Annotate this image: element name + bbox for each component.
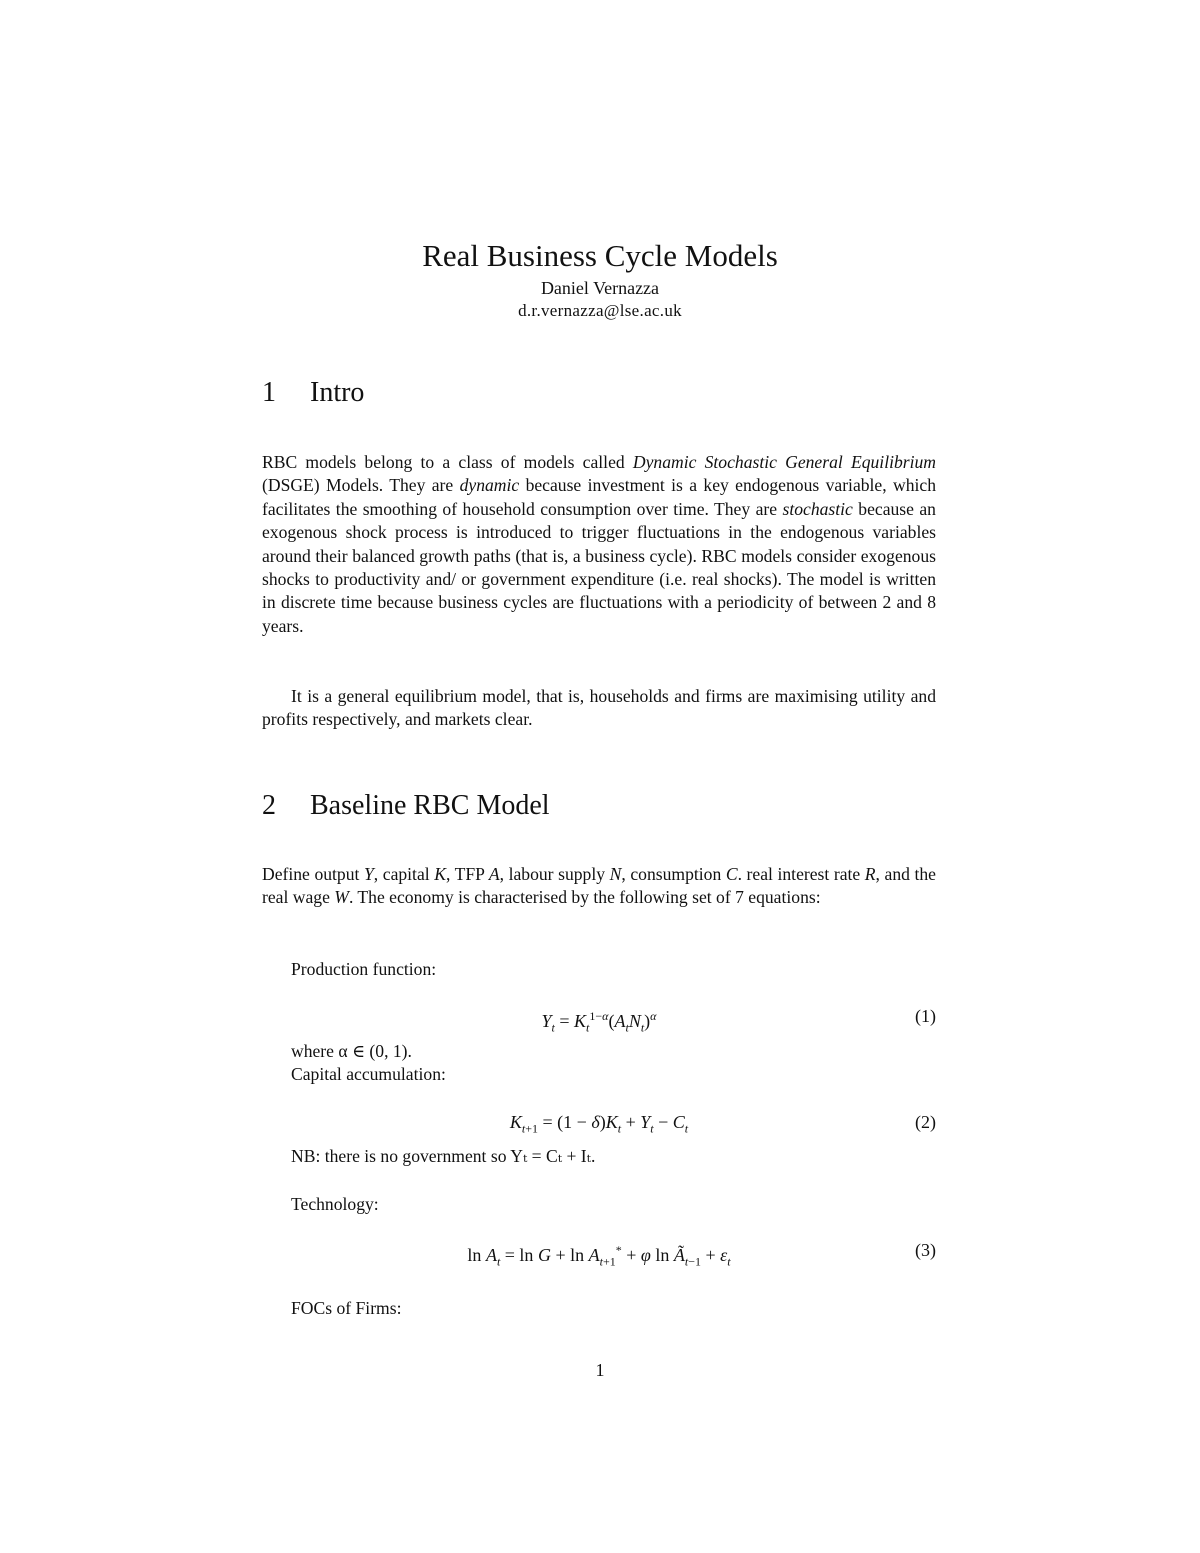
technology-label: Technology:: [291, 1194, 379, 1214]
equation-number: (2): [915, 1112, 936, 1132]
capital-note: NB: there is no government so Yₜ = Cₜ + Iₜ.: [291, 1146, 596, 1166]
equation-body: $K_{t+1} = (1 - \delta)K_t + Y_t - C_t$: [509, 1112, 689, 1136]
baseline-paragraph: Define output Y, capital K, TFP A, labour supply N, consumption C. real interest rate R, and the real wage W. The economy is characterised by the following set of 7 equations:: [262, 864, 936, 908]
equation-number: (1): [915, 1006, 936, 1026]
section-number: 1: [262, 377, 276, 408]
equation-body: $\ln A_t = \ln G + \ln A_{t+1}^* + \varphi$ $\ln Ã_{t-1} + \varepsilon_t$: [467, 1243, 731, 1269]
author-name: Daniel Vernazza: [540, 278, 660, 298]
production-note: where α ∈ (0, 1).: [291, 1041, 412, 1061]
capital-accumulation-label: Capital accumulation:: [291, 1064, 446, 1084]
section-title: Intro: [310, 377, 365, 408]
focs-of-firms-label: FOCs of Firms:: [291, 1298, 402, 1318]
paper-title: Real Business Cycle Models: [422, 238, 778, 273]
intro-paragraph-1: RBC models belong to a class of models called Dynamic Stochastic General Equilibrium (DSGE) Models. They are dynamic because investment is a key endogenous variable, which facilitates the smoothing of household consumption over time. They are stochastic because an exogenous shock process is introduced to trigger fluctuations in the endogenous variables around their balanced growth paths (that is, a business cycle). RBC models consider exogenous shocks to productivity and/ or government expenditure (i.e. real shocks). The model is written in discrete time because business cycles are fluctuations with a periodicity of between 2 and 8 years.: [262, 452, 937, 636]
intro-paragraph-2: It is a general equilibrium model, that is, households and firms are maximising utility and profits respectively, and markets clear.: [262, 686, 936, 730]
section-heading-baseline: [262, 789, 550, 823]
production-function-label: Production function:: [291, 959, 437, 979]
equation-number: (3): [915, 1240, 936, 1260]
section-number: 2: [262, 790, 276, 821]
author-email: d.r.vernazza@lse.ac.uk: [518, 301, 682, 320]
page-number: 1: [595, 1360, 605, 1380]
section-title: Baseline RBC Model: [310, 790, 550, 821]
section-heading-intro: [262, 376, 364, 410]
equation-body: $Y_t = K_t^{1-\alpha}(A_tN_t)^\alpha$: [541, 1009, 657, 1035]
